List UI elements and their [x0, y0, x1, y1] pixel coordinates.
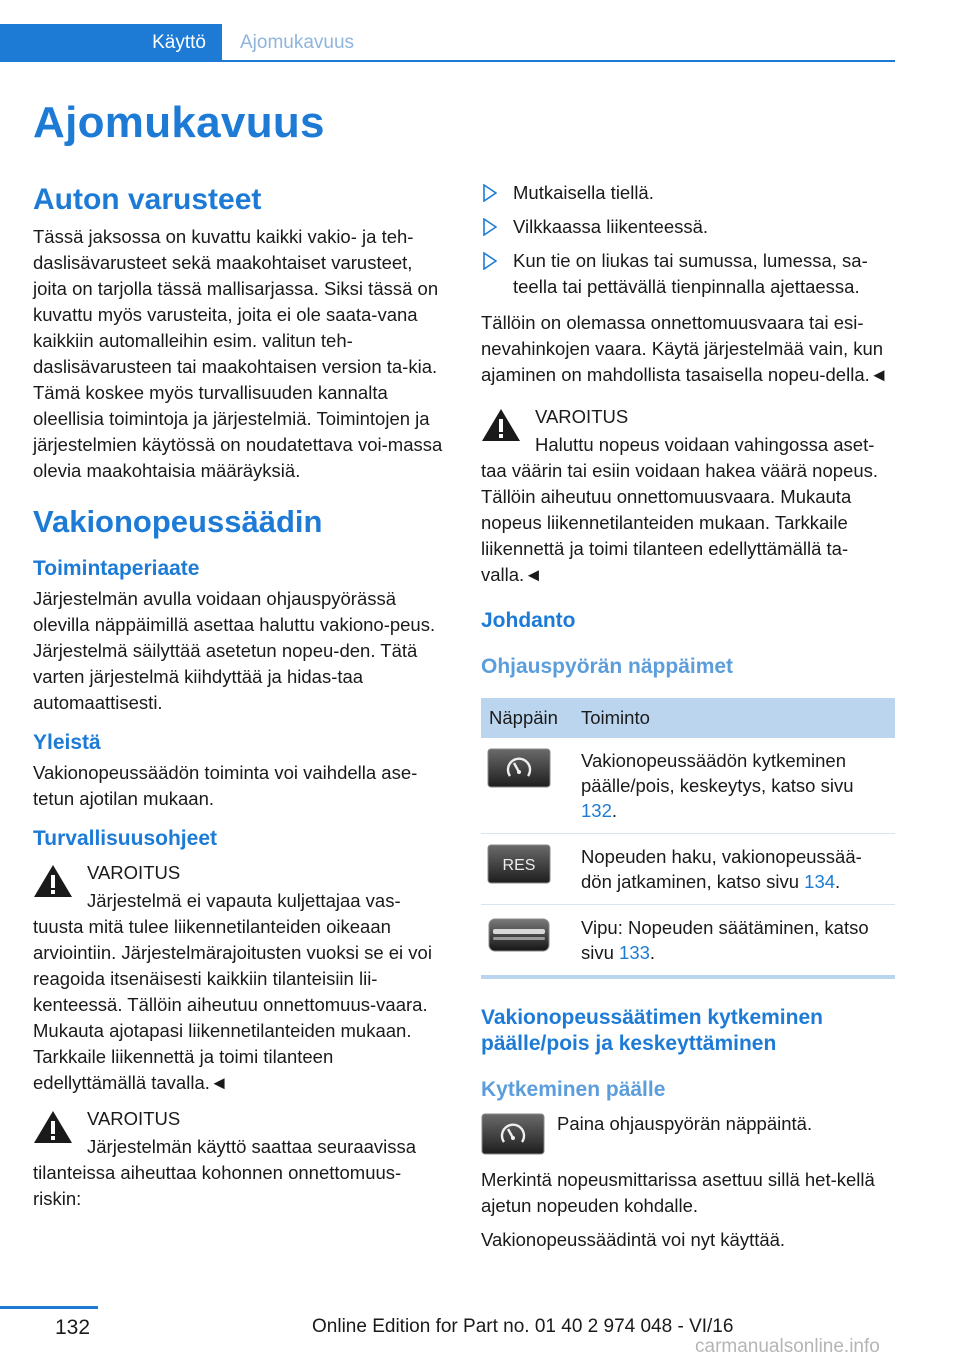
- res-button-icon: [487, 844, 551, 884]
- cruise-control-button-icon: [481, 1113, 545, 1155]
- list-item: [481, 214, 895, 240]
- heading-toimintaperiaate: Toimintaperiaate: [33, 557, 200, 580]
- list-item-text: Mutkaisella tiellä.: [513, 182, 654, 203]
- warning-label: VAROITUS: [87, 1108, 181, 1129]
- heading-turvallisuusohjeet: Turvallisuusohjeet: [33, 827, 217, 850]
- paragraph-ready: Vakionopeussäädintä voi nyt käyttää.: [481, 1229, 786, 1250]
- warning-block-2: [33, 1106, 448, 1212]
- function-suffix: .: [649, 942, 656, 963]
- warning-triangle-icon: [33, 1110, 73, 1144]
- table-header-function: Toiminto: [573, 698, 895, 738]
- table-cell-function: [573, 834, 895, 905]
- warning-block-3: [481, 404, 895, 588]
- res-button-label: RES: [502, 857, 536, 874]
- warning-triangle-icon: [33, 864, 73, 898]
- table-cell-function: [573, 738, 895, 834]
- heading-yleista: Yleistä: [33, 731, 101, 754]
- paragraph-yleista: Vakionopeussäädön toiminta voi vaihdella ase-tetun ajotilan mukaan.: [33, 762, 418, 809]
- page-title: Ajomukavuus: [33, 98, 325, 147]
- situation-list: [481, 180, 895, 300]
- page-link[interactable]: 132: [581, 800, 612, 821]
- paragraph-auton-varusteet: Tässä jaksossa on kuvattu kaikki vakio- ja teh-daslisävarusteet sekä maakohtaiset varusteet, joita on tarjolla tässä mallisarjassa. Siksi tässä on kuvattu myös varusteita, joita ei ole saata-vana kaikkiin automalleihin esim. valitun teh-daslisävarusteen tai maakohtaisen version ta-kia. Tämä koskee myös turvallisuuden kannalta oleellisia toimintoja ja järjestelmiä. Toimintojen ja järjestelmien käytössä on noudatettava voi-massa olevia maakohtaisia määräyksiä.: [33, 226, 443, 481]
- header-chapter[interactable]: Käyttö: [152, 32, 206, 53]
- lever-icon: [487, 915, 551, 955]
- triangle-bullet-icon: [483, 218, 497, 236]
- function-text: Vakionopeussäädön kytkeminen päälle/pois, keskeytys, katso sivu: [581, 750, 854, 796]
- page-header: [0, 24, 895, 62]
- warning-triangle-icon: [481, 408, 521, 442]
- list-item: [481, 180, 895, 206]
- table-header-row: [481, 698, 895, 738]
- triangle-bullet-icon: [483, 252, 497, 270]
- warning-text: Järjestelmä ei vapauta kuljettajaa vas-tuusta mitä tulee liikennetilanteiden oikeaan arviointiin. Järjestelmärajoitusten vuoksi se ei voi reagoida itsenäisesti kaikkiin tilanteisiin lii-kenteessä. Tällöin aiheutuu onnettomuus-vaara. Mukauta ajotapasi liikennetilanteiden mukaan. Tarkkaile liikennettä ja toimi tilanteen edellyttämällä tavalla.◄: [33, 890, 432, 1093]
- heading-vakionopeussaadin: Vakionopeussäädin: [33, 504, 323, 539]
- page-number: 132: [55, 1316, 91, 1339]
- header-section[interactable]: Ajomukavuus: [240, 32, 355, 53]
- table-row: [481, 834, 895, 905]
- heading-ohjauspyoran-nappaimet: Ohjauspyörän näppäimet: [481, 655, 734, 678]
- function-text: Nopeuden haku, vakionopeussää-dön jatkaminen, katso sivu: [581, 846, 862, 892]
- table-row: [481, 738, 895, 834]
- page-link[interactable]: 134: [804, 871, 836, 892]
- table-cell-icon: [481, 905, 573, 978]
- warning-block-1: [33, 860, 448, 1096]
- watermark: carmanualsonline.info: [695, 1336, 880, 1357]
- warning-text: Haluttu nopeus voidaan vahingossa aset-taa väärin tai esiin voidaan hakea väärä nopeus. Tällöin aiheutuu onnettomuusvaara. Mukauta nopeus liikennetilanteiden mukaan. Tarkkaile liikennettä ja toimi tilanteen edellyttämällä ta-valla.◄: [481, 434, 878, 585]
- paragraph-marker: Merkintä nopeusmittarissa asettuu sillä het-kellä ajetun nopeuden kohdalle.: [481, 1169, 875, 1216]
- edition-note: Online Edition for Part no. 01 40 2 974 048 - VI/16: [312, 1316, 734, 1337]
- right-column: [481, 180, 895, 1261]
- warning-label: VAROITUS: [535, 406, 629, 427]
- list-item-text: Vilkkaassa liikenteessä.: [513, 216, 709, 237]
- list-item: [481, 248, 895, 300]
- heading-auton-varusteet: Auton varusteet: [33, 183, 262, 216]
- function-text: Vipu: Nopeuden säätäminen, katso sivu: [581, 917, 869, 963]
- list-item-text: Kun tie on liukas tai sumussa, lumessa, sa-teella tai pettävällä tienpinnalla ajettaessa.: [513, 250, 868, 297]
- table-row: [481, 905, 895, 978]
- table-header-key: Näppäin: [481, 698, 573, 738]
- table-cell-icon: [481, 834, 573, 905]
- function-suffix: .: [611, 800, 618, 821]
- page-link[interactable]: 133: [619, 942, 650, 963]
- table-cell-icon: [481, 738, 573, 834]
- left-column: [33, 180, 448, 1222]
- heading-kytkeminen-paalle: Kytkeminen päälle: [481, 1078, 666, 1101]
- heading-kytkeminen: Vakionopeussäätimen kytkeminen päälle/pois ja keskeyttäminen: [481, 1006, 823, 1055]
- table-cell-function: [573, 905, 895, 978]
- paragraph-risk: Tällöin on olemassa onnettomuusvaara tai esi-nevahinkojen vaara. Käytä järjestelmää vain, kun ajaminen on mahdollista tasaisella nopeu-della.◄: [481, 312, 889, 385]
- press-instruction: [481, 1107, 895, 1159]
- paragraph-toimintaperiaate: Järjestelmän avulla voidaan ohjauspyörässä olevilla näppäimillä asettaa haluttu vakiono-peus. Järjestelmä säilyttää asetetun nopeu-den. Tätä varten järjestelmä kiihdyttää ja hidas-taa automaattisesti.: [33, 588, 436, 713]
- heading-johdanto: Johdanto: [481, 609, 576, 632]
- triangle-bullet-icon: [483, 184, 497, 202]
- footer-accent-line: [0, 1306, 98, 1309]
- function-suffix: .: [835, 871, 841, 892]
- cruise-control-button-icon: [487, 748, 551, 788]
- keys-table: [481, 698, 895, 979]
- warning-label: VAROITUS: [87, 862, 181, 883]
- press-text: Paina ohjauspyörän näppäintä.: [557, 1113, 813, 1134]
- warning-text: Järjestelmän käyttö saattaa seuraavissa tilanteissa aiheuttaa kohonnen onnettomuus-riskin:: [33, 1136, 417, 1209]
